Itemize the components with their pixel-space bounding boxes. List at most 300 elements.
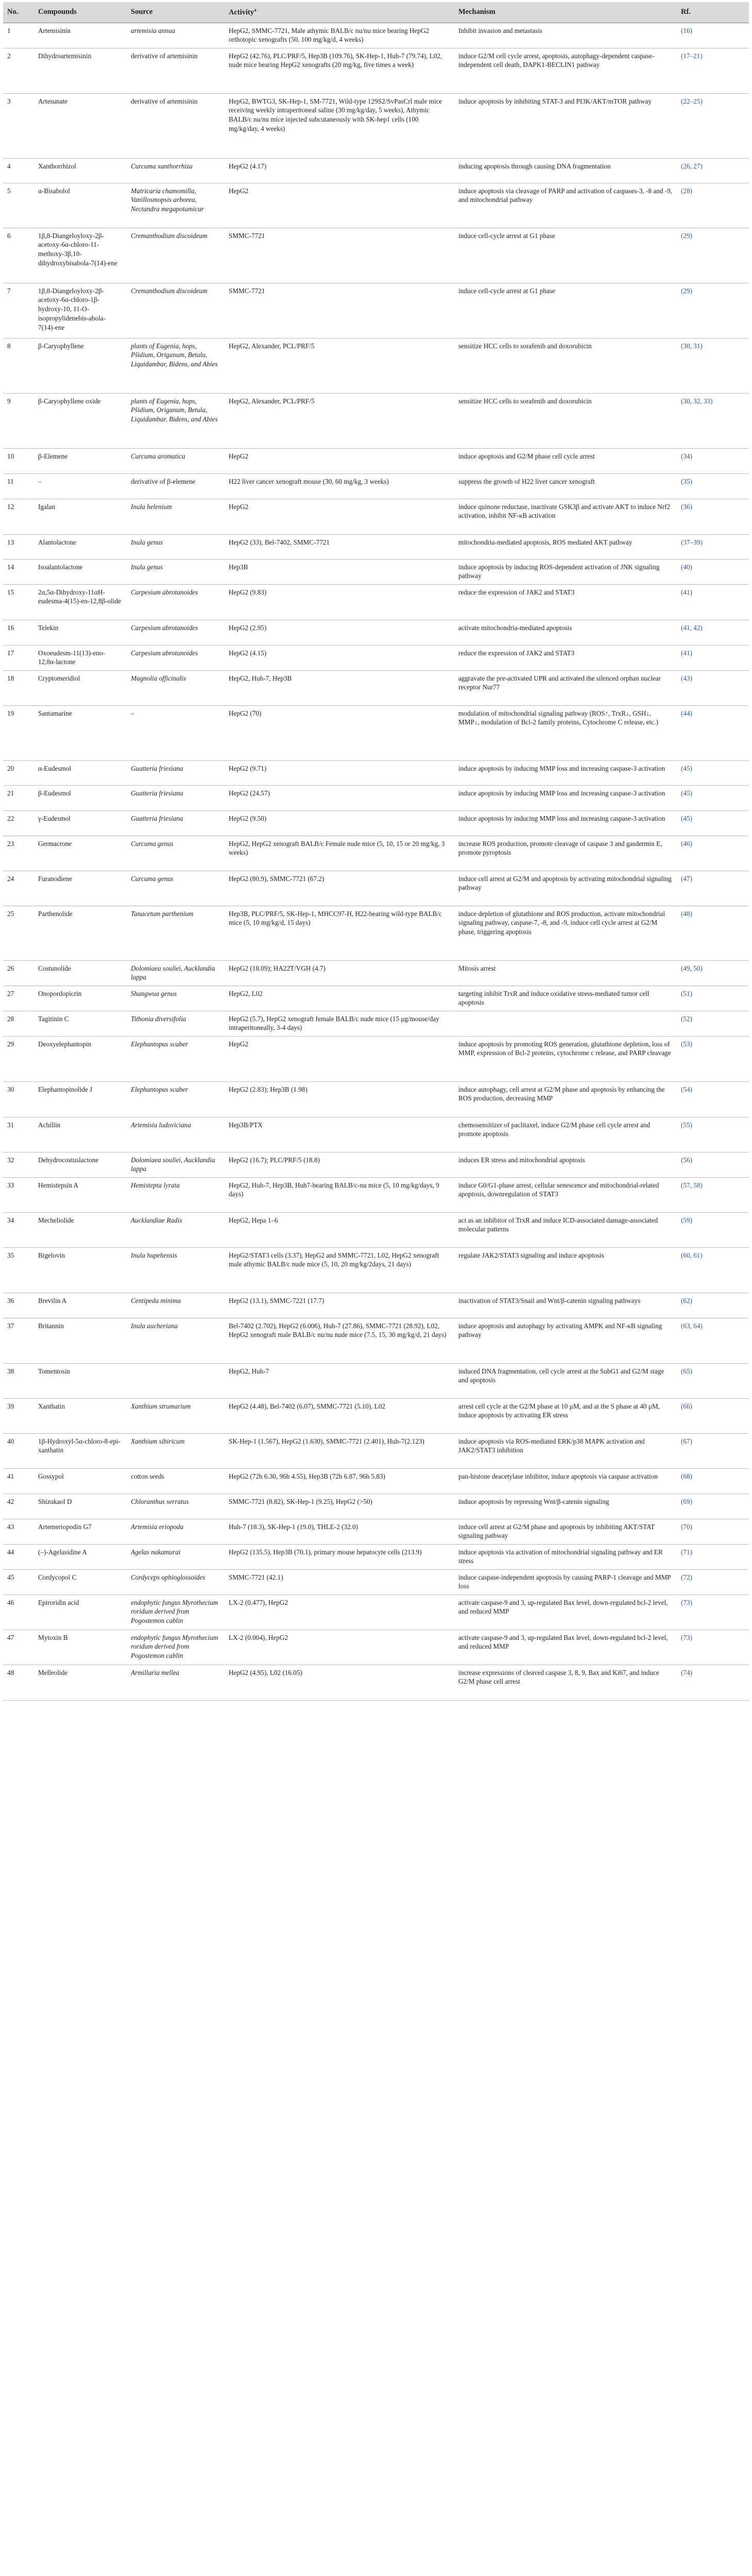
cell-mechanism: mitochondria-mediated apoptosis, ROS mediated AKT pathway [458,538,633,546]
cell-source: Chloranthus serratus [131,1497,189,1505]
cell-rf: (55) [681,1121,692,1129]
cell-rf: (48) [681,909,692,918]
cell-mechanism: act as an inhibitor of TrxR and induce ICD-associated damage-associated molecular patterns [458,1216,658,1233]
cell-mechanism: induce apoptosis and G2/M phase cell cycle arrest [458,452,595,460]
cell-mechanism: reduce the expression of JAK2 and STAT3 [458,588,575,596]
cell-mechanism: induce apoptosis by promoting ROS generation, glutathione depletion, loss of MMP, expression of Bcl-2 proteins, cytochrome c release, and PARP cleavage [458,1040,671,1057]
cell-no: 11 [7,477,14,485]
table-row [3,1036,749,1081]
cell-compound: α-Eudesmol [38,764,72,772]
cell-rf: (66) [681,1402,692,1410]
cell-rf: (73) [681,1633,692,1641]
cell-compound: 1β,8-Diangeloyloxy-2β-acetoxy-6α-chloro-11-methoxy-3β,10-dihydroxybisabola-7(14)-ene [38,231,117,267]
cell-source: Cordyceps ophioglossoides [131,1573,206,1581]
cell-source: endophytic fungus Myrothecium roridum derived from Pogostemon cablin [131,1633,218,1660]
cell-no: 4 [7,162,11,170]
cell-mechanism: sensitize HCC cells to sorafenib and doxorubicin [458,342,592,350]
cell-compound: Deoxyelephantopin [38,1040,92,1048]
cell-source: Guatteria friesiana [131,789,183,797]
cell-no: 33 [7,1181,14,1189]
cell-source: Aucklandiae Radix [131,1216,182,1224]
cell-no: 6 [7,231,11,240]
cell-mechanism: activate mitochondria-mediated apoptosis [458,623,572,632]
cell-source: Agelas nakamurai [131,1548,181,1556]
cell-source: Armillaria mellea [131,1668,180,1676]
cell-source: Xanthium strumarium [131,1402,191,1410]
compounds-table [3,2,749,1701]
table-row [3,283,749,338]
cell-no: 10 [7,452,14,460]
cell-compound: Telekin [38,623,59,632]
table-row [3,23,749,48]
table-row [3,871,749,906]
table-row [3,1595,749,1630]
cell-mechanism [454,1011,677,1036]
cell-activity: Hep3B, PLC/PRF/5, SK-Hep-1, MHCC97-H, H22-bearing wild-type BALB/c mice (5, 10 mg/kg/d, 15 days) [229,909,442,927]
table-row [3,1081,749,1117]
cell-mechanism: increase ROS production, promote cleavage of caspase 3 and gasdermin E, promote pyroptosis [458,839,662,857]
cell-rf: (47) [681,874,692,883]
cell-source: Tithonia diversifolia [131,1014,186,1023]
cell-mechanism: induce cell arrest at G2/M and apoptosis by activating mitochondrial signaling pathway [458,874,672,892]
cell-rf: (17–21) [681,52,703,60]
table-row [3,810,749,836]
cell-no: 20 [7,764,14,772]
cell-mechanism: induce apoptosis by inhibiting STAT-3 and PI3K/AKT/mTOR pathway [458,97,652,105]
cell-source: Dolomiaea souliei, Aucklandia lappa [131,1156,215,1173]
cell-source: Guatteria friesiana [131,814,183,822]
cell-mechanism: induce apoptosis by inducing MMP loss and increasing caspase-3 activation [458,789,665,797]
cell-activity: HepG2 [229,502,249,511]
cell-mechanism: Mitosis arrest [458,964,496,972]
cell-source: Carpesium abrotanoides [131,649,198,657]
cell-activity: HepG2, Huh-7, Hep3B, Huh7-bearing BALB/c-nu mice (5, 10 mg/kg/days, 9 days) [229,1181,439,1198]
table-row [3,338,749,393]
cell-activity: HepG2 (70) [229,709,262,717]
cell-no: 45 [7,1573,14,1581]
cell-source: Magnolia officinalis [131,674,186,682]
cell-compound: Melleolide [38,1668,68,1676]
cell-rf: (41) [681,649,692,657]
cell-mechanism: induced DNA fragmentation, cell cycle arrest at the SubG1 and G2/M stage and apoptosis [458,1367,664,1384]
cell-activity: Hep3B/PTX [229,1121,263,1129]
cell-no: 28 [7,1014,14,1023]
cell-no: 38 [7,1367,14,1375]
cell-no: 23 [7,839,14,848]
cell-rf: (37–39) [681,538,703,546]
table-row [3,393,749,448]
cell-compound: Oxoeudesm-11(13)-eno-12,8α-lactone [38,649,105,666]
cell-no: 29 [7,1040,14,1048]
table-row [3,906,749,960]
table-row [3,1665,749,1700]
cell-source: plants of Eugenia, hops, Pšidium, Origanum, Betula, Liquidambar, Bidens, and Abies [131,342,218,368]
cell-activity: HepG2 (9.50) [229,814,267,822]
cell-no: 41 [7,1472,14,1480]
cell-rf: (72) [681,1573,692,1581]
cell-compound: Santamarine [38,709,72,717]
cell-activity: SMMC-7721 [229,231,265,240]
cell-mechanism: induce apoptosis by inducing ROS-dependent activation of JNK signaling pathway [458,563,660,580]
cell-source: Inula genus [131,563,163,571]
cell-no: 7 [7,286,11,295]
cell-compound: Achillin [38,1121,61,1129]
cell-rf: (52) [681,1014,692,1023]
cell-no: 13 [7,538,14,546]
table-row [3,785,749,810]
cell-rf: (35) [681,477,692,485]
cell-source: derivative of artemisinin [131,97,198,105]
cell-activity: HepG2 (80.9), SMMC-7721 (67.2) [229,874,324,883]
table-row [3,499,749,534]
cell-compound: Dehydrocostuslactone [38,1156,99,1164]
cell-compound: Cordycopol C [38,1573,77,1581]
cell-compound: Tagitinin C [38,1014,69,1023]
table-row [3,1468,749,1494]
cell-no: 27 [7,989,14,997]
cell-source: Curcuma aromatica [131,452,185,460]
cell-activity: HepG2 (4.17) [229,162,267,170]
cell-no: 42 [7,1497,14,1505]
cell-no: 24 [7,874,14,883]
cell-rf: (62) [681,1296,692,1304]
cell-mechanism: induce cell arrest at G2/M phase and apoptosis by inhibiting AKT/STAT signaling pathway [458,1522,655,1540]
cell-activity: SMMC-7721 (42.1) [229,1573,283,1581]
table-row [3,986,749,1011]
cell-mechanism: Inhibit invasion and metastasis [458,26,542,35]
table-row [3,1630,749,1665]
cell-rf: (40) [681,563,692,571]
table-row [3,93,749,158]
cell-rf: (51) [681,989,692,997]
cell-source: Inula aucheriana [131,1321,178,1330]
cell-rf: (29) [681,286,692,295]
cell-rf: (41) [681,588,692,596]
cell-source: Elephantopus scaber [131,1040,188,1048]
cell-rf: (60, 61) [681,1251,703,1259]
cell-mechanism: induce autophagy, cell arrest at G2/M phase and apoptosis by enhancing the ROS production, decreasing MMP [458,1085,665,1103]
cell-no: 18 [7,674,14,682]
cell-activity: HepG2, Hepa 1–6 [229,1216,278,1224]
cell-no: 3 [7,97,11,105]
header-activity [225,2,454,23]
cell-source: Centipeda minima [131,1296,181,1304]
cell-activity: SK-Hep-1 (1.567), HepG2 (1.630), SMMC-7721 (2.401), Huh-7(2.123) [229,1437,424,1445]
cell-no: 25 [7,909,14,918]
cell-compound: Germacrone [38,839,72,848]
cell-no: 26 [7,964,14,972]
cell-no: 44 [7,1548,14,1556]
table-row [3,158,749,183]
cell-no: 30 [7,1085,14,1093]
cell-rf: (46) [681,839,692,848]
cell-source: Curcuma genus [131,839,174,848]
cell-no: 1 [7,26,11,35]
cell-activity: HepG2, L02 [229,989,263,997]
cell-compound: β-Eudesmol [38,789,71,797]
cell-compound: Onopordopicrin [38,989,82,997]
cell-no: 36 [7,1296,14,1304]
cell-activity: HepG2, Huh-7, Hep3B [229,674,292,682]
cell-no: 32 [7,1156,14,1164]
cell-compound: Artesunate [38,97,68,105]
cell-compound: Igalan [38,502,55,511]
cell-no: 47 [7,1633,14,1641]
table-row [3,760,749,785]
table-row [3,1433,749,1468]
cell-no: 35 [7,1251,14,1259]
cell-mechanism: induce G2/M cell cycle arrest, apoptosis, autophagy-dependent caspase-independent cell death, DAPK1-BECLIN1 pathway [458,52,655,69]
cell-rf: (54) [681,1085,692,1093]
cell-compound: Cryptomeridiol [38,674,80,682]
cell-source: Artemisia eriopoda [131,1522,184,1531]
cell-no: 39 [7,1402,14,1410]
header-activity-label: Activity [229,8,254,16]
cell-compound: Bigelovin [38,1251,65,1259]
header-mechanism: Mechanism [454,2,677,23]
header-no: No. [3,2,34,23]
cell-activity: HepG2 (5.7), HepG2 xenograft female BALB/c nude mice (15 μg/mouse/day intraperitoneally, 3-4 days) [229,1014,439,1032]
cell-source: Guatteria friesiana [131,764,183,772]
cell-no: 9 [7,397,11,405]
cell-source: Curcuma xanthorrhiza [131,162,193,170]
cell-mechanism: sensitize HCC cells to sorafenib and doxorubicin [458,397,592,405]
cell-mechanism: activate caspase-9 and 3, up-regulated Bax level, down-regulated bcl-2 level, and reduced MMP [458,1598,668,1616]
cell-source: derivative of β-elemene [131,477,196,485]
cell-activity: HepG2, SMMC-7721, Male athymic BALB/c nu/nu mice bearing HepG2 orthotopic xenografts (50, 100 mg/kg/d, 4 weeks) [229,26,429,44]
cell-activity: HepG2 (4.95), L02 (16.05) [229,1668,302,1676]
cell-source: Carpesium abrotanoides [131,588,198,596]
cell-compound: Elephantopinolide J [38,1085,93,1093]
cell-no: 14 [7,563,14,571]
cell-no: 8 [7,342,11,350]
table-row [3,1293,749,1318]
cell-activity: HepG2 (42.76), PLC/PRF/5, Hep3B (109.76), SK-Hep-1, Huh-7 (79.74), L02, nude mice bearing HepG2 xenografts (20 mg/kg, five times a week) [229,52,442,69]
cell-rf: (29) [681,231,692,240]
cell-rf: (56) [681,1156,692,1164]
cell-compound: Hemistepsin A [38,1181,79,1189]
table-row [3,1569,749,1595]
table-row [3,534,749,559]
cell-compound: Xanthatin [38,1402,65,1410]
cell-mechanism: modulation of mitochondrial signaling pathway (ROS↑, TrxR↓, GSH↓, MMP↓, modulation of Bcl-2 family proteins, Cytochrome C release, etc.) [458,709,658,726]
cell-activity: HepG2 (13.1), SMMC-7221 (17.7) [229,1296,324,1304]
cell-rf: (68) [681,1472,692,1480]
cell-rf: (26, 27) [681,162,703,170]
cell-rf: (65) [681,1367,692,1375]
cell-compound: – [38,477,42,485]
table-row [3,183,749,228]
cell-activity: HepG2 (135.5), Hep3B (70.1), primary mouse hepatocyte cells (213.9) [229,1548,422,1556]
cell-activity: HepG2 (72h 6.30, 96h 4.55), Hep3B (72h 6.87, 96h 5.83) [229,1472,386,1480]
table-row [3,620,749,645]
cell-source: Inula genus [131,538,163,546]
cell-compound: Alantolactone [38,538,76,546]
cell-activity: HepG2 (9.71) [229,764,267,772]
cell-source: Inula hupehensis [131,1251,177,1259]
table-row [3,1212,749,1247]
table-row [3,960,749,986]
cell-compound: Gossypol [38,1472,64,1480]
cell-rf: (44) [681,709,692,717]
cell-mechanism: inactivation of STAT3/Snail and Wnt/β-catenin signaling pathways [458,1296,641,1304]
cell-activity: HepG2 [229,1040,249,1048]
cell-compound: Isoalantolactone [38,563,83,571]
cell-source: Matricaria chamomilla, Vanillosmopsis arborea, Nectandra megapotamicar [131,187,204,213]
cell-mechanism: induce cell-cycle arrest at G1 phase [458,231,555,240]
cell-activity: HepG2 (16.7); PLC/PRF/5 (18.8) [229,1156,320,1164]
cell-rf: (69) [681,1497,692,1505]
cell-compound: Epiroridin acid [38,1598,79,1606]
cell-activity: Huh-7 (18.3), SK-Hep-1 (19.0), THLE-2 (32.0) [229,1522,358,1531]
cell-mechanism: pan-histone deacetylase inhibitor, induce apoptosis via caspase activation [458,1472,658,1480]
cell-rf: (70) [681,1522,692,1531]
cell-source: derivative of artemisinin [131,52,198,60]
cell-mechanism: induce apoptosis by inducing MMP loss and increasing caspase-3 activation [458,764,665,772]
cell-source: Cremanthodium discoideum [131,231,208,240]
cell-source: Xanthium sibiricum [131,1437,185,1445]
cell-compound: Dihydroartemisinin [38,52,92,60]
cell-mechanism: induce caspase-independent apoptosis by causing PARP-1 cleavage and MMP loss [458,1573,671,1590]
cell-no: 22 [7,814,14,822]
cell-mechanism: induce depletion of glutathione and ROS production, activate mitochondrial signaling pathway, caspase-7, -8, and -9, induce cell cycle arrest at G2/M phase, triggering apoptosis [458,909,665,936]
header-source: Source [127,2,225,23]
cell-no: 40 [7,1437,14,1445]
cell-activity: SMMC-7721 [229,286,265,295]
cell-rf: (57, 58) [681,1181,703,1189]
cell-mechanism: suppress the growth of H22 liver cancer xenograft [458,477,595,485]
cell-no: 2 [7,52,11,60]
table-row [3,1519,749,1544]
table-row [3,1152,749,1177]
cell-source: Inula helenium [131,502,172,511]
cell-activity: HepG2, Huh-7 [229,1367,269,1375]
cell-mechanism: induce apoptosis via cleavage of PARP and activation of caspases-3, -8 and -9, and mitochondrial pathway [458,187,673,204]
table-row [3,670,749,705]
cell-mechanism: arrest cell cycle at the G2/M phase at 10 μM, and at the S phase at 40 μM, induce apoptosis by activating ER stress [458,1402,660,1419]
cell-source: plants of Eugenia, hops, Pšidium, Origanum, Betula, Liquidambar, Bidens, and Abies [131,397,218,423]
cell-activity: Hep3B [229,563,248,571]
cell-activity: HepG2 (24.57) [229,789,270,797]
cell-compound: 1β,8-Diangeloyloxy-2β-acetoxy-6α-chloro-1β-hydroxy-10, 11-O-isopropylidenebis-abola-7(14)-ene [38,286,106,331]
cell-source: Dolomiaea souliei, Aucklandia lappa [131,964,215,981]
cell-activity: HepG2 (9.83) [229,588,267,596]
table-row [3,48,749,93]
header-compounds: Compounds [34,2,127,23]
cell-rf: (41, 42) [681,623,703,632]
cell-rf: (63, 64) [681,1321,703,1330]
cell-rf: (45) [681,789,692,797]
cell-no: 46 [7,1598,14,1606]
cell-mechanism: induce apoptosis by repressing Wnt/β-catenin signaling [458,1497,609,1505]
cell-rf: (67) [681,1437,692,1445]
cell-compound: Furanodiene [38,874,72,883]
cell-source: – [131,709,134,717]
table-row [3,1318,749,1363]
cell-rf: (45) [681,764,692,772]
cell-mechanism: induce apoptosis by inducing MMP loss and increasing caspase-3 activation [458,814,665,822]
cell-compound: 2α,5α-Dihydroxy-11αH-eudesma-4(15)-en-12,8β-olide [38,588,121,605]
cell-activity: HepG2, Alexander, PCL/PRF/5 [229,397,315,405]
cell-rf: (36) [681,502,692,511]
cell-no: 5 [7,187,11,195]
cell-activity: LX-2 (0.477), HepG2 [229,1598,288,1606]
cell-compound: Artemisinin [38,26,71,35]
cell-no: 37 [7,1321,14,1330]
cell-compound: Tomentosin [38,1367,71,1375]
table-row [3,1494,749,1519]
cell-mechanism: induce apoptosis and autophagy by activating AMPK and NF-κB signaling pathway [458,1321,662,1339]
table-header-row [3,2,749,23]
cell-source: Artemisia ludoviciana [131,1121,191,1129]
table-row [3,836,749,871]
cell-rf: (49, 50) [681,964,703,972]
cell-mechanism: aggravate the pre-activated UPR and activated the silenced orphan nuclear receptor Nur77 [458,674,661,691]
cell-compound: Shizukaol D [38,1497,72,1505]
cell-mechanism: chemosensitizer of paclitaxel, induce G2/M phase cell cycle arrest and promote apoptosis [458,1121,651,1138]
cell-compound: Xanthorrhizol [38,162,76,170]
cell-no: 17 [7,649,14,657]
cell-compound: 1β-Hydroxyl-5α-chloro-8-epi-xanthatin [38,1437,121,1454]
cell-activity: HepG2 (4.48), Bel-7402 (6.07), SMMC-7721 (5.10), L02 [229,1402,386,1410]
cell-source: Hemistepta lyrata [131,1181,180,1189]
cell-activity: H22 liver cancer xenograft mouse (30, 60 mg/kg, 3 weeks) [229,477,389,485]
table-row [3,448,749,473]
cell-no: 16 [7,623,14,632]
cell-source: Elephantopus scaber [131,1085,188,1093]
cell-mechanism: induce apoptosis via ROS-mediated ERK/p38 MAPK activation and JAK2/STAT3 inhibition [458,1437,645,1454]
cell-no: 31 [7,1121,14,1129]
cell-rf: (74) [681,1668,692,1676]
table-row [3,705,749,760]
table-row [3,1398,749,1433]
cell-compound: β-Caryophyllene oxide [38,397,101,405]
cell-rf: (53) [681,1040,692,1048]
cell-mechanism: induce G0/G1-phase arrest, cellular senescence and mitochondrial-related apoptosis, downregulation of STAT3 [458,1181,659,1198]
cell-compound: Artemeriopodin G7 [38,1522,92,1531]
cell-no: 21 [7,789,14,797]
cell-compound: Costunolide [38,964,71,972]
cell-activity: HepG2/STAT3 cells (3.37), HepG2 and SMMC-7721, L02, HepG2 xenograft male athymic BALB/c nude mice (5, 10, 20 mg/kg/2days, 21 days) [229,1251,439,1268]
cell-source: Carpesium abrotanoides [131,623,198,632]
cell-rf: (28) [681,187,692,195]
cell-compound: (–)-Agelasidine A [38,1548,87,1556]
cell-activity: LX-2 (0.004), HepG2 [229,1633,288,1641]
cell-rf: (59) [681,1216,692,1224]
table-row [3,1363,749,1398]
cell-no: 34 [7,1216,14,1224]
cell-no: 15 [7,588,14,596]
cell-rf: (73) [681,1598,692,1606]
cell-rf: (30, 32, 33) [681,397,713,405]
cell-rf: (34) [681,452,692,460]
cell-mechanism: induces ER stress and mitochondrial apoptosis [458,1156,585,1164]
cell-activity: SMMC-7721 (8.82), SK-Hep-1 (9.25), HepG2 (>50) [229,1497,372,1505]
table-row [3,645,749,670]
cell-no: 48 [7,1668,14,1676]
cell-source [127,1363,225,1398]
cell-mechanism: reduce the expression of JAK2 and STAT3 [458,649,575,657]
cell-rf: (43) [681,674,692,682]
table-row [3,1247,749,1293]
table-row [3,559,749,584]
cell-mechanism: induce quinone reductase, inactivate GSK3β and activate AKT to induce Nrf2 activation, inhibit NF-κB activation [458,502,671,520]
cell-rf: (45) [681,814,692,822]
cell-mechanism: induce apoptosis via activation of mitochondrial signaling pathway and ER stress [458,1548,663,1565]
cell-compound: α-Bisabolol [38,187,70,195]
cell-rf: (22–25) [681,97,703,105]
cell-mechanism: targeting inhibit TrxR and induce oxidative stress-mediated tumor cell apoptosis [458,989,650,1007]
